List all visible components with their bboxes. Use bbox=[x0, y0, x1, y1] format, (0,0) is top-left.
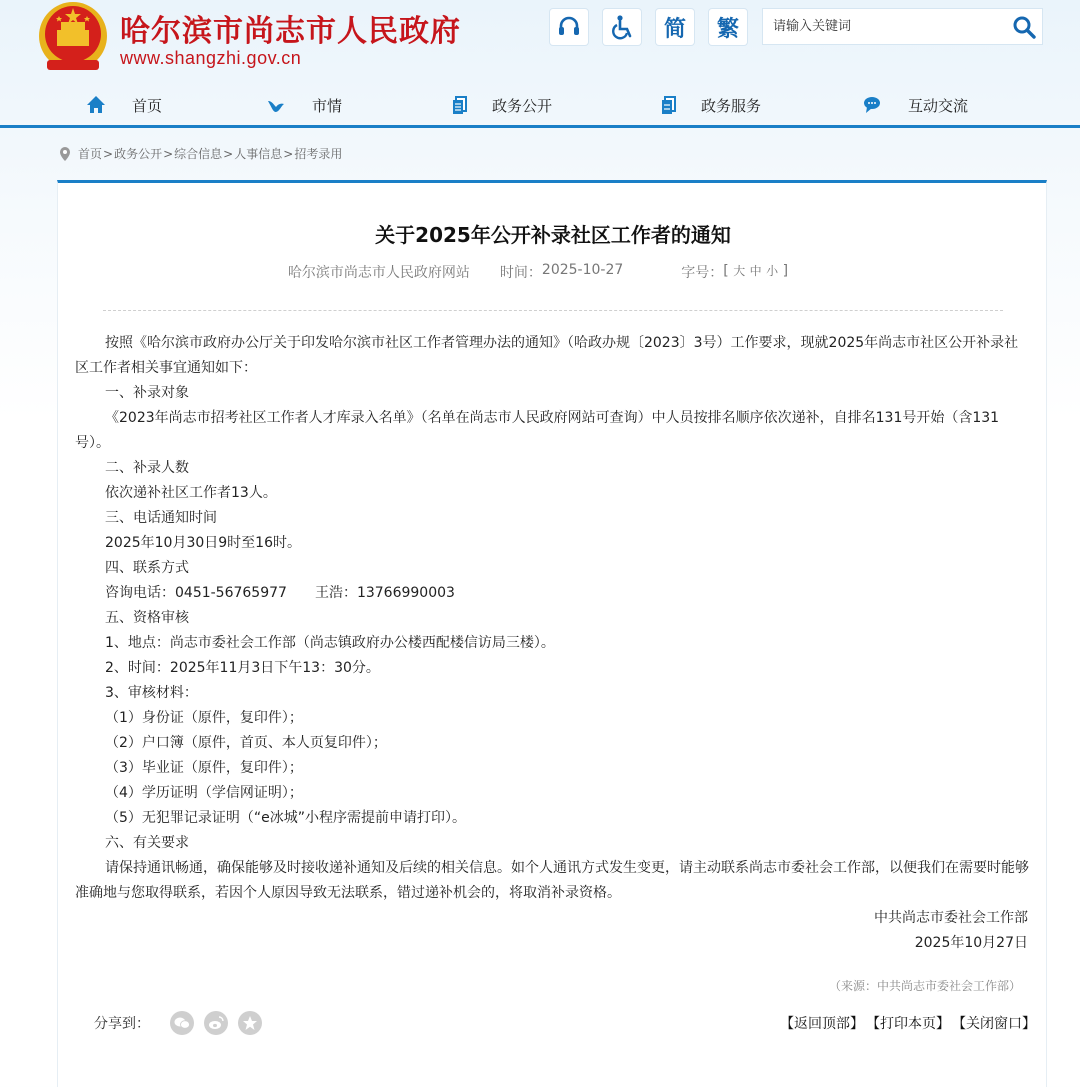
accessibility-button[interactable] bbox=[603, 9, 641, 45]
home-icon bbox=[86, 95, 106, 115]
nav-label: 政务服务 bbox=[701, 96, 762, 115]
paragraph: 2025年10月30日9时至16时。 bbox=[105, 535, 301, 551]
font-size-small[interactable]: 小 bbox=[766, 264, 779, 278]
search-button[interactable] bbox=[1005, 8, 1043, 45]
section-heading: 二、补录人数 bbox=[105, 460, 189, 476]
section-heading: 四、联系方式 bbox=[105, 560, 189, 576]
simplified-chinese-button[interactable]: 简 bbox=[656, 9, 694, 45]
paragraph: 3、审核材料： bbox=[105, 685, 198, 701]
wechat-share-icon[interactable] bbox=[170, 1011, 194, 1035]
breadcrumb-item[interactable]: 招考录用 bbox=[294, 147, 343, 161]
breadcrumb-item[interactable]: 人事信息 bbox=[234, 147, 283, 161]
font-size-bracket: ] bbox=[782, 263, 789, 279]
page-actions bbox=[778, 1013, 1036, 1033]
font-size-large[interactable]: 大 bbox=[733, 264, 746, 278]
paragraph: 请保持通讯畅通，确保能够及时接收递补通知及后续的相关信息。如个人通讯方式发生变更，请主动联系尚志市委社会工作部，以便我们在需要时能够准确地与您取得联系，若因个人原因导致无法联系，错过递补机会的，将取消补录资格。 bbox=[75, 860, 1029, 901]
article-time-label: 时间： bbox=[499, 265, 542, 281]
nav-item-home[interactable] bbox=[86, 92, 162, 118]
nav-item-city[interactable] bbox=[266, 92, 342, 118]
article-body bbox=[75, 331, 1030, 956]
site-url[interactable]: www.shangzhi.gov.cn bbox=[120, 48, 302, 68]
close-window-link[interactable]: 【关闭窗口】 bbox=[952, 1016, 1036, 1032]
list-item: （2）户口簿（原件，首页、本人页复印件）； bbox=[105, 735, 387, 751]
share-label: 分享到： bbox=[94, 1016, 150, 1032]
search-icon bbox=[1012, 15, 1036, 39]
article-source-site: 哈尔滨市尚志市人民政府网站 bbox=[287, 265, 470, 281]
paragraph: 《2023年尚志市招考社区工作者人才库录入名单》（名单在尚志市人民政府网站可查询）中人员按排名顺序依次递补，自排名131号开始（含131号）。 bbox=[75, 410, 1000, 451]
site-header bbox=[0, 0, 1080, 82]
list-item: （3）毕业证（原件，复印件）； bbox=[105, 760, 303, 776]
article-time: 2025-10-27 bbox=[541, 262, 624, 278]
back-to-top-link[interactable]: 【返回顶部】 bbox=[780, 1016, 864, 1032]
share-bar bbox=[94, 1011, 262, 1035]
document-icon bbox=[450, 95, 470, 115]
article-source-note: （来源：中共尚志市委社会工作部） bbox=[828, 979, 1021, 993]
signature-date: 2025年10月27日 bbox=[914, 935, 1028, 951]
article-meta bbox=[58, 262, 1048, 282]
breadcrumb-item[interactable]: 综合信息 bbox=[174, 147, 223, 161]
nav-label: 市情 bbox=[312, 96, 343, 115]
font-size-control bbox=[723, 262, 788, 282]
section-heading: 三、电话通知时间 bbox=[105, 510, 217, 526]
paragraph: 2、时间：2025年11月3日下午13：30分。 bbox=[105, 660, 380, 676]
nav-label: 政务公开 bbox=[492, 96, 553, 115]
service-icon bbox=[659, 95, 679, 115]
search-input[interactable]: 请输入关键词 bbox=[762, 8, 1006, 45]
font-size-bracket: [ bbox=[723, 263, 729, 279]
nav-item-interaction[interactable] bbox=[862, 92, 968, 118]
breadcrumb: 首页 > 政务公开 > 综合信息 > 人事信息 > 招考录用 bbox=[58, 145, 342, 162]
paragraph: 按照《哈尔滨市政府办公厅关于印发哈尔滨市社区工作者管理办法的通知》（哈政办规〔2023〕3号）工作要求，现就2025年尚志市社区公开补录社区工作者相关事宜通知如下： bbox=[75, 335, 1019, 376]
nav-label: 首页 bbox=[132, 96, 163, 115]
signature: 中共尚志市委社会工作部 bbox=[874, 910, 1028, 926]
national-emblem-icon[interactable] bbox=[35, 0, 111, 76]
nav-item-gov-affairs[interactable] bbox=[450, 92, 552, 118]
list-item: （5）无犯罪记录证明（“e冰城”小程序需提前申请打印）。 bbox=[105, 810, 467, 826]
paragraph: 咨询电话：0451-56765977 王浩：13766990003 bbox=[105, 585, 455, 601]
nav-item-gov-service[interactable] bbox=[659, 92, 761, 118]
article-panel bbox=[57, 180, 1047, 1087]
list-item: （1）身份证（原件，复印件）； bbox=[105, 710, 303, 726]
weibo-share-icon[interactable] bbox=[204, 1011, 228, 1035]
qzone-share-icon[interactable] bbox=[238, 1011, 262, 1035]
paragraph: 1、地点：尚志市委社会工作部（尚志镇政府办公楼西配楼信访局三楼）。 bbox=[105, 635, 555, 651]
bird-icon bbox=[266, 95, 286, 115]
section-heading: 五、资格审核 bbox=[105, 610, 189, 626]
wheelchair-icon bbox=[609, 14, 635, 40]
headset-icon bbox=[556, 14, 582, 40]
breadcrumb-item[interactable]: 政务公开 bbox=[114, 147, 163, 161]
print-page-link[interactable]: 【打印本页】 bbox=[866, 1016, 950, 1032]
traditional-chinese-button[interactable]: 繁 bbox=[709, 9, 747, 45]
font-size-medium[interactable]: 中 bbox=[749, 264, 762, 278]
section-heading: 六、有关要求 bbox=[105, 835, 189, 851]
headset-button[interactable] bbox=[550, 9, 588, 45]
chat-icon bbox=[862, 95, 882, 115]
divider bbox=[103, 310, 1003, 311]
article-title: 关于2025年公开补录社区工作者的通知 bbox=[375, 223, 731, 247]
paragraph: 依次递补社区工作者13人。 bbox=[105, 485, 277, 501]
location-pin-icon bbox=[58, 146, 72, 162]
main-nav bbox=[0, 82, 1080, 128]
nav-label: 互动交流 bbox=[908, 96, 969, 115]
breadcrumb-item[interactable]: 首页 bbox=[78, 147, 103, 161]
section-heading: 一、补录对象 bbox=[105, 385, 189, 401]
site-title[interactable]: 哈尔滨市尚志市人民政府 bbox=[120, 14, 461, 49]
list-item: （4）学历证明（学信网证明）； bbox=[105, 785, 303, 801]
font-size-label: 字号： bbox=[681, 265, 724, 281]
